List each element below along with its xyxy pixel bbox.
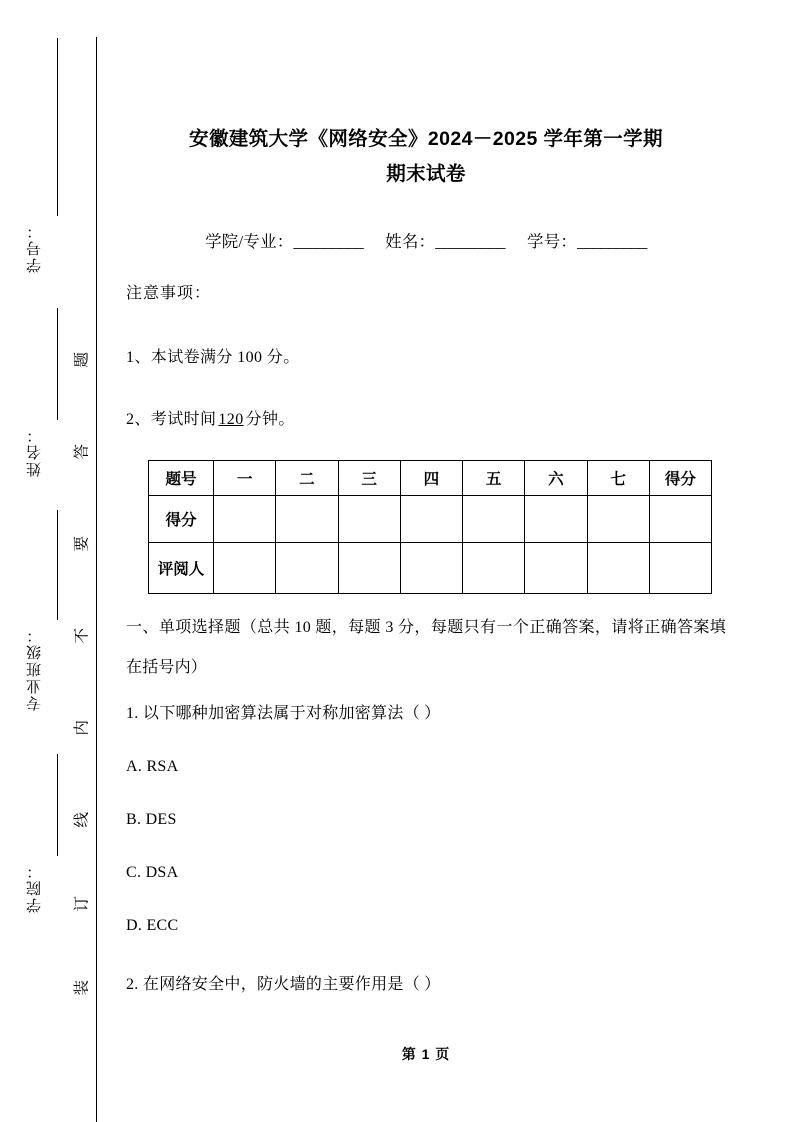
name-blank[interactable]: _________ [435,232,506,251]
seal-char-3: 要 [73,536,91,552]
college-major-blank[interactable]: _________ [293,232,364,251]
seal-label-college: 学院： [27,862,43,913]
note-2-duration: 120 [218,411,244,428]
seal-divider-2 [57,308,58,420]
seal-char-6: 线 [73,812,91,828]
table-header-col-5: 五 [463,461,525,496]
score-cell-5[interactable] [463,496,525,543]
score-table [148,460,712,594]
table-header-col-1: 一 [214,461,276,496]
marker-cell-5[interactable] [463,543,525,594]
student-id-blank[interactable]: _________ [577,232,647,251]
name-label: 姓名： [385,232,436,251]
note-2-suffix: 分钟。 [245,411,295,428]
seal-char-5: 内 [73,720,91,736]
score-cell-3[interactable] [338,496,400,543]
page-footer: 第 1 页 [401,1046,451,1062]
question-1-option-a[interactable]: A. RSA [126,758,179,775]
notes-heading: 注意事项： [126,285,212,302]
exam-content [126,0,726,1122]
note-2-prefix: 2、考试时间 [126,411,217,428]
table-row-label-score: 得分 [149,496,214,543]
marker-cell-4[interactable] [400,543,462,594]
question-1-option-b[interactable]: B. DES [126,811,177,828]
question-1-option-d[interactable]: D. ECC [126,917,179,934]
note-item-2 [126,406,295,429]
seal-label-name: 姓名： [27,426,43,477]
marker-cell-7[interactable] [587,543,649,594]
student-id-label: 学号： [527,232,578,251]
seal-vertical-rule [96,37,97,1122]
marker-cell-total[interactable] [649,543,711,594]
marker-cell-6[interactable] [525,543,587,594]
page-title-line1: 安徽建筑大学《网络安全》2024－2025 学年第一学期 [189,128,663,150]
note-item-1: 1、本试卷满分 100 分。 [126,349,300,366]
table-row-label-marker: 评阅人 [149,543,214,594]
identity-line [126,228,726,252]
score-cell-7[interactable] [587,496,649,543]
score-cell-4[interactable] [400,496,462,543]
score-cell-1[interactable] [214,496,276,543]
table-row-header [149,461,712,496]
college-major-label: 学院/专业： [205,232,294,251]
table-header-col-4: 四 [400,461,462,496]
page-title-line2: 期末试卷 [386,163,466,185]
table-header-col-total: 得分 [649,461,711,496]
question-2: 2. 在网络安全中，防火墙的主要作用是（ ） [126,976,441,993]
question-1-option-c[interactable]: C. DSA [126,864,179,881]
seal-label-class: 专业班级： [27,626,43,711]
seal-char-7: 订 [73,896,91,912]
table-header-col-3: 三 [338,461,400,496]
table-header-col-7: 七 [587,461,649,496]
seal-char-2: 答 [73,444,91,460]
score-cell-2[interactable] [276,496,338,543]
table-header-label: 题号 [149,461,214,496]
seal-divider-4 [57,754,58,856]
seal-label-student-id: 学号： [27,222,43,273]
table-header-col-6: 六 [525,461,587,496]
seal-char-8: 装 [73,980,91,996]
seal-char-4: 不 [73,628,91,644]
table-row-score [149,496,712,543]
table-row-marker [149,543,712,594]
page-title [126,122,726,192]
table-header-col-2: 二 [276,461,338,496]
marker-cell-1[interactable] [214,543,276,594]
score-cell-6[interactable] [525,496,587,543]
section-heading: 一、单项选择题（总共 10 题，每题 3 分，每题只有一个正确答案，请将正确答案填在括号内） [126,619,726,676]
question-1: 1. 以下哪种加密算法属于对称加密算法（ ） [126,705,441,722]
seal-divider-1 [57,38,58,216]
marker-cell-2[interactable] [276,543,338,594]
seal-divider-3 [57,510,58,620]
seal-char-1: 题 [73,352,91,368]
score-cell-total[interactable] [649,496,711,543]
marker-cell-3[interactable] [338,543,400,594]
